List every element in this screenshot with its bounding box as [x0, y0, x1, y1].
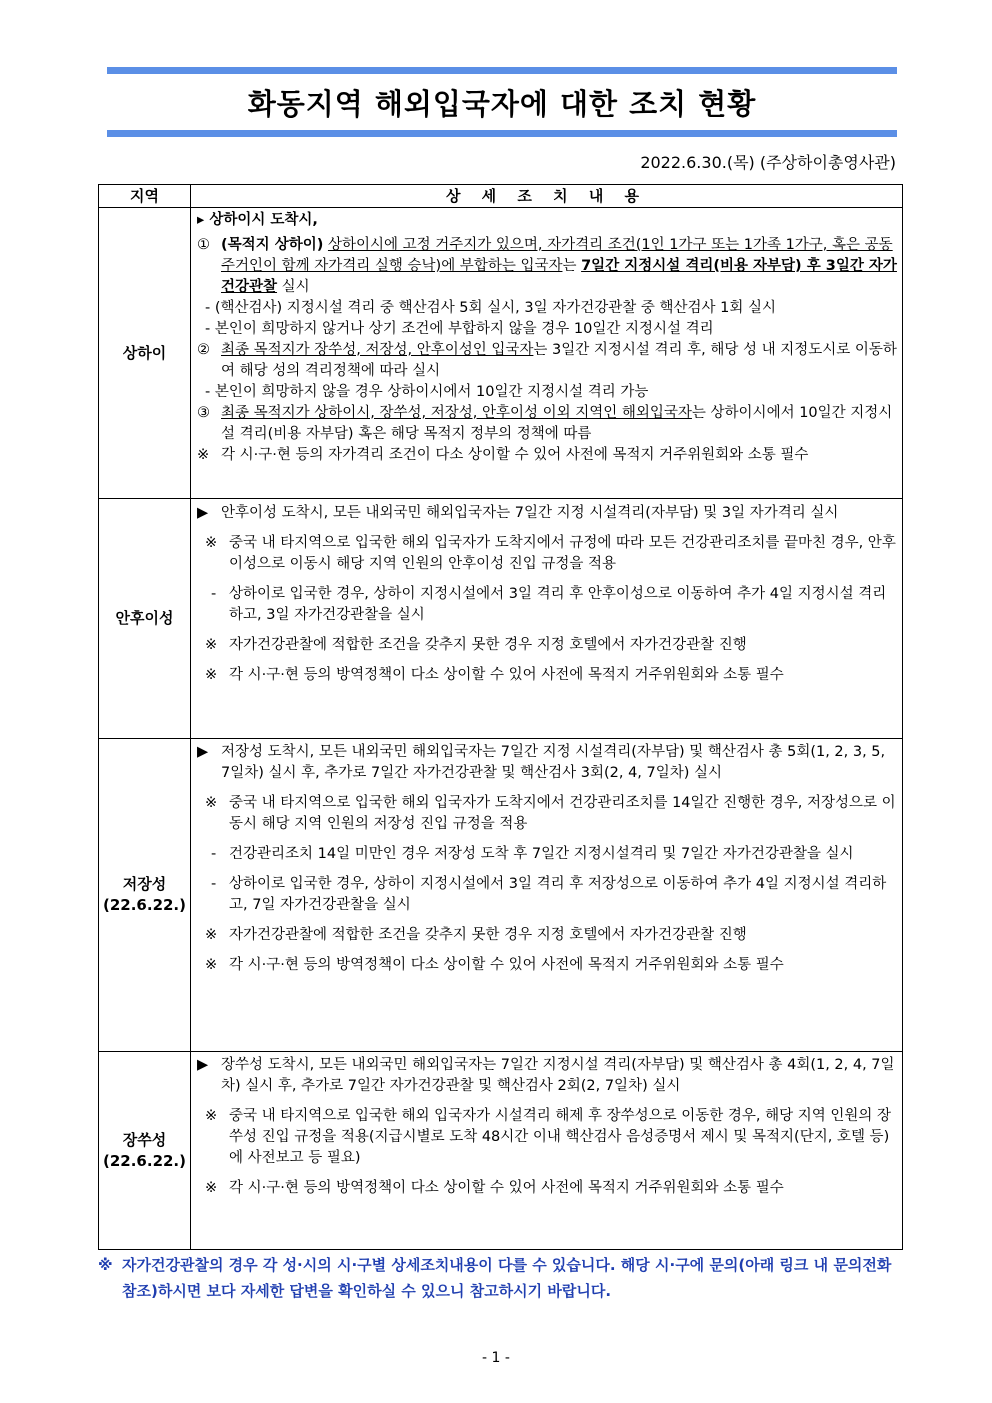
region-shanghai: 상하이: [99, 208, 191, 499]
footer-mark: ※: [98, 1256, 113, 1274]
measures-table: [98, 184, 903, 1250]
table-header-row: [99, 185, 903, 208]
list-item: ※ 중국 내 타지역으로 입국한 해외 입국자가 도착지에서 건강관리조치를 14일간 진행한 경우, 저장성으로 이동시 해당 지역 인원의 저장성 진입 규정을 적용: [205, 795, 896, 832]
list-item: ▶ 장쑤성 도착시, 모든 내외국민 해외입국자는 7일간 지정시설 격리(자부담) 및 핵산검사 총 4회(1, 2, 4, 7일차) 실시 후, 추가로 7일간 자가건강관찰 및 핵산검사 2회(2, 7일차) 실시: [197, 1057, 895, 1094]
region-zhejiang: [99, 739, 191, 1052]
table-row-anhui: [99, 499, 903, 739]
header-region: 지역: [99, 185, 191, 208]
list-item: - 상하이로 입국한 경우, 상하이 지정시설에서 3일 격리 후 안후이성으로 이동하여 추가 4일 지정시설 격리하고, 3일 자가건강관찰을 실시: [211, 586, 887, 623]
region-jiangsu-name: 장쑤성: [122, 1130, 167, 1149]
list-item: ※ 자가건강관찰에 적합한 조건을 갖추지 못한 경우 지정 호텔에서 자가건강관찰 진행: [205, 927, 747, 943]
list-item: ※ 각 시·구·현 등의 방역정책이 다소 상이할 수 있어 사전에 목적지 거주위원회와 소통 필수: [205, 667, 784, 683]
region-anhui: 안후이성: [99, 499, 191, 739]
list-item: ※ 중국 내 타지역으로 입국한 해외 입국자가 도착지에서 규정에 따라 모든 건강관리조치를 끝마친 경우, 안후이성으로 이동시 해당 지역 인원의 안후이성 진입 규정을 적용: [205, 535, 896, 572]
list-item: - 건강관리조치 14일 미만인 경우 저장성 도착 후 7일간 지정시설격리 및 7일간 자가건강관찰을 실시: [211, 846, 854, 862]
list-item: ▶ 안후이성 도착시, 모든 내외국민 해외입국자는 7일간 지정 시설격리(자부담) 및 3일 자가격리 실시: [197, 505, 839, 521]
date-line: 2022.6.30.(목) (주상하이총영사관): [640, 153, 896, 172]
table-row-jiangsu: [99, 1052, 903, 1250]
details-shanghai: [191, 208, 903, 499]
list-item: ③ 최종 목적지가 상하이시, 장쑤성, 저장성, 안후이성 이외 지역인 해외입국자는 상하이시에서 10일간 지정시설 격리(비용 자부담) 혹은 해당 목적지 정부의 정책에 따름: [197, 405, 893, 442]
list-item: ※ 중국 내 타지역으로 입국한 해외 입국자가 시설격리 해제 후 장쑤성으로 이동한 경우, 해당 지역 인원의 장쑤성 진입 규정을 적용(지급시별로 도착 48시간 이내 핵산검사 음성증명서 제시 및 목적지(단지, 호텔 등)에 사전보고 등 필요): [205, 1108, 892, 1166]
list-item: ※ 각 시·구·현 등의 자가격리 조건이 다소 상이할 수 있어 사전에 목적지 거주위원회와 소통 필수: [197, 447, 809, 463]
details-jiangsu: [191, 1052, 903, 1250]
region-jiangsu: [99, 1052, 191, 1250]
header-details: 상 세 조 치 내 용: [191, 185, 903, 208]
footer-note: [98, 1252, 903, 1304]
page-title: 화동지역 해외입국자에 대한 조치 현황: [247, 87, 757, 121]
list-item: ② 최종 목적지가 장쑤성, 저장성, 안후이성인 입국자는 3일간 지정시설 격리 후, 해당 성 내 지정도시로 이동하여 해당 성의 격리정책에 따라 실시: [197, 342, 897, 379]
details-anhui: [191, 499, 903, 739]
region-zhejiang-date: (22.6.22.): [103, 896, 186, 914]
title-bar-bottom: [107, 130, 897, 137]
list-item: ① (목적지 상하이) 상하이시에 고정 거주지가 있으며, 자가격리 조건(1인 1가구 또는 1가족 1가구, 혹은 공동 주거인이 함께 자가격리 실행 승낙)에 부합하는 입국자는 7일간 지정시설 격리(비용 자부담) 후 3일간 자가건강관찰 실시: [197, 237, 897, 295]
region-jiangsu-date: (22.6.22.): [103, 1151, 186, 1170]
list-item: ※ 각 시·구·현 등의 방역정책이 다소 상이할 수 있어 사전에 목적지 거주위원회와 소통 필수: [205, 1180, 784, 1196]
list-item: - 본인이 희망하지 않거나 상기 조건에 부합하지 않을 경우 10일간 지정시설 격리: [205, 321, 714, 337]
region-zhejiang-name: 저장성: [122, 875, 167, 893]
list-item: ▶ 저장성 도착시, 모든 내외국민 해외입국자는 7일간 지정 시설격리(자부담) 및 핵산검사 총 5회(1, 2, 3, 5, 7일차) 실시 후, 추가로 7일간 자가건강관찰 및 핵산검사 3회(2, 4, 7일차) 실시: [197, 744, 886, 781]
details-zhejiang: [191, 739, 903, 1052]
footer-text: 자가건강관찰의 경우 각 성·시의 시·구별 상세조치내용이 다를 수 있습니다. 해당 시·구에 문의(아래 링크 내 문의전화 참조)하시면 보다 자세한 답변을 확인하실 수 있으니 참고하시기 바랍니다.: [122, 1256, 892, 1300]
shanghai-intro: ▸ 상하이시 도착시,: [197, 212, 318, 228]
title-bar-top: [107, 67, 897, 74]
list-item: - (핵산검사) 지정시설 격리 중 핵산검사 5회 실시, 3일 자가건강관찰 중 핵산검사 1회 실시: [205, 300, 776, 316]
list-item: - 상하이로 입국한 경우, 상하이 지정시설에서 3일 격리 후 저장성으로 이동하여 추가 4일 지정시설 격리하고, 7일 자가건강관찰을 실시: [211, 876, 887, 913]
table-row-shanghai: [99, 208, 903, 499]
table-row-zhejiang: [99, 739, 903, 1052]
page-number: - 1 -: [482, 1350, 510, 1366]
list-item: ※ 자가건강관찰에 적합한 조건을 갖추지 못한 경우 지정 호텔에서 자가건강관찰 진행: [205, 637, 747, 653]
list-item: ※ 각 시·구·현 등의 방역정책이 다소 상이할 수 있어 사전에 목적지 거주위원회와 소통 필수: [205, 957, 784, 973]
list-item: - 본인이 희망하지 않을 경우 상하이시에서 10일간 지정시설 격리 가능: [205, 384, 649, 400]
